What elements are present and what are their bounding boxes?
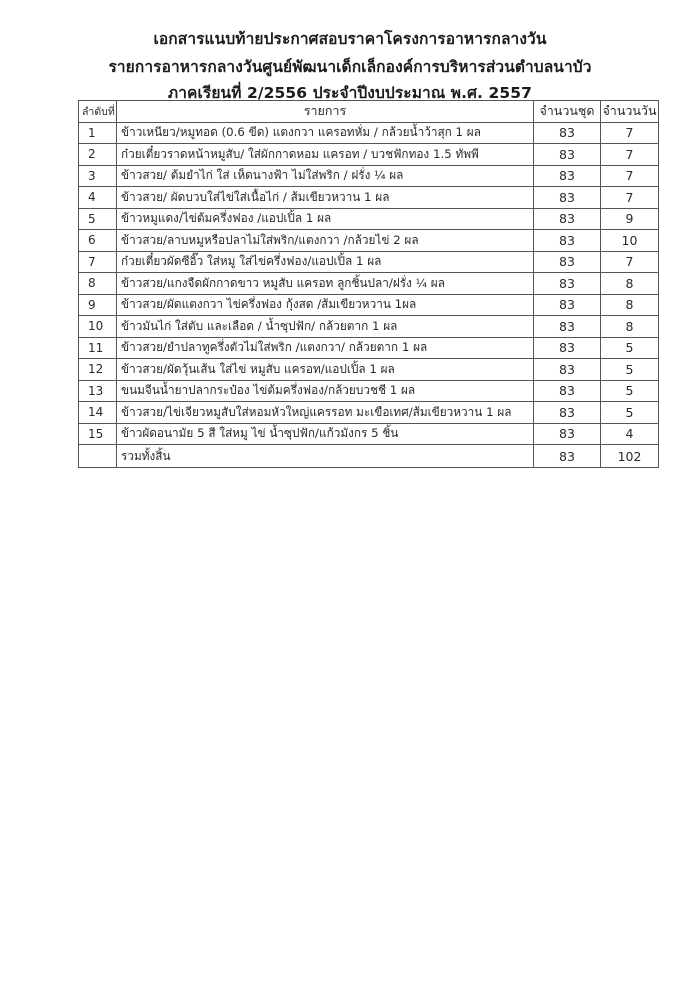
- row-item: ข้าวสวย/ลาบหมูหรือปลาไม่ใส่พริก/แตงกวา /กล้วยไข่ 2 ผล: [117, 230, 534, 252]
- row-sets: 83: [534, 380, 601, 402]
- table-row: [79, 208, 659, 230]
- row-sets: 83: [534, 316, 601, 338]
- row-number: 13: [79, 380, 117, 402]
- row-days: 5: [601, 402, 659, 424]
- total-no-cell: [79, 445, 117, 468]
- row-sets: 83: [534, 165, 601, 187]
- menu-table: [78, 100, 659, 468]
- table-row: [79, 122, 659, 144]
- total-days: 102: [601, 445, 659, 468]
- row-item: ข้าวสวย/ผัดวุ้นเส้น ใส่ไข่ หมูสับ แครอท/แอปเปิ้ล 1 ผล: [117, 359, 534, 381]
- row-sets: 83: [534, 122, 601, 144]
- table-row: [79, 273, 659, 295]
- row-sets: 83: [534, 294, 601, 316]
- row-item: ข้าวเหนียว/หมูทอด (0.6 ขีด) แตงกวา แครอทหั่ม / กล้วยน้ำว้าสุก 1 ผล: [117, 122, 534, 144]
- row-item: ข้าวสวย/ ผัดบวบใส่ไข่ใส่เนื้อไก่ / ส้มเขียวหวาน 1 ผล: [117, 187, 534, 209]
- total-label: รวมทั้งสิ้น: [117, 445, 534, 468]
- row-item: ก๋วยเตี๋ยวผัดซีอิ๊ว ใส่หมู ใส่ไข่ครึ่งฟอง/แอปเปิ้ล 1 ผล: [117, 251, 534, 273]
- row-sets: 83: [534, 402, 601, 424]
- row-days: 7: [601, 165, 659, 187]
- row-number: 10: [79, 316, 117, 338]
- row-number: 11: [79, 337, 117, 359]
- column-header-item: รายการ: [117, 101, 534, 123]
- row-item: ข้าวสวย/แกงจืดผักกาดขาว หมูสับ แครอท ลูกชิ้นปลา/ฝรั่ง ¼ ผล: [117, 273, 534, 295]
- row-number: 6: [79, 230, 117, 252]
- row-sets: 83: [534, 423, 601, 445]
- table-row: [79, 294, 659, 316]
- row-number: 3: [79, 165, 117, 187]
- row-sets: 83: [534, 273, 601, 295]
- row-item: ข้าวสวย/ผัดแตงกวา ไข่ครึ่งฟอง กุ้งสด /ส้มเขียวหวาน 1ผล: [117, 294, 534, 316]
- total-sets: 83: [534, 445, 601, 468]
- table-row: [79, 402, 659, 424]
- row-number: 2: [79, 144, 117, 166]
- row-sets: 83: [534, 337, 601, 359]
- row-item: ก๋วยเตี๋ยวราดหน้าหมูสับ/ ใส่ผักกาดหอม แครอท / บวชฟักทอง 1.5 ทัพพี: [117, 144, 534, 166]
- document-title-line-2: รายการอาหารกลางวันศูนย์พัฒนาเด็กเล็กองค์การบริหารส่วนตำบลนาบัว: [108, 58, 592, 76]
- table-row: [79, 359, 659, 381]
- table-row: [79, 316, 659, 338]
- row-item: ข้าวสวย/ยำปลาทูครึ่งตัวไม่ใส่พริก /แตงกวา/ กล้วยตาก 1 ผล: [117, 337, 534, 359]
- table-row: [79, 423, 659, 445]
- row-number: 7: [79, 251, 117, 273]
- table-row: [79, 337, 659, 359]
- row-days: 7: [601, 122, 659, 144]
- table-row: [79, 165, 659, 187]
- row-number: 4: [79, 187, 117, 209]
- column-header-sets: จำนวนชุด: [534, 101, 601, 123]
- row-days: 7: [601, 187, 659, 209]
- document-title-line-1: เอกสารแนบท้ายประกาศสอบราคาโครงการอาหารกลางวัน: [153, 30, 547, 48]
- row-sets: 83: [534, 359, 601, 381]
- row-sets: 83: [534, 230, 601, 252]
- row-number: 5: [79, 208, 117, 230]
- table-row: [79, 380, 659, 402]
- row-sets: 83: [534, 187, 601, 209]
- row-item: ข้าวมันไก่ ใส่ตับ และเลือด / น้ำซุปฟัก/ กล้วยตาก 1 ผล: [117, 316, 534, 338]
- row-number: 15: [79, 423, 117, 445]
- row-sets: 83: [534, 251, 601, 273]
- column-header-no: ลำดับที่: [79, 101, 117, 123]
- row-days: 5: [601, 337, 659, 359]
- row-item: ข้าวสวย/ ต้มยำไก่ ใส่ เห็ดนางฟ้า ไม่ใส่พริก / ฝรั่ง ¼ ผล: [117, 165, 534, 187]
- row-item: ขนมจีนน้ำยาปลากระป๋อง ไข่ต้มครึ่งฟอง/กล้วยบวชชี 1 ผล: [117, 380, 534, 402]
- row-days: 9: [601, 208, 659, 230]
- table-row: [79, 187, 659, 209]
- row-days: 10: [601, 230, 659, 252]
- document-title-line-3: ภาคเรียนที่ 2/2556 ประจำปีงบประมาณ พ.ศ. 2557: [167, 84, 533, 102]
- row-days: 8: [601, 316, 659, 338]
- row-days: 8: [601, 273, 659, 295]
- row-number: 14: [79, 402, 117, 424]
- row-sets: 83: [534, 144, 601, 166]
- row-number: 8: [79, 273, 117, 295]
- row-item: ข้าวผัดอนามัย 5 สี ใส่หมู ไข่ น้ำซุปฟัก/แก้วมังกร 5 ชิ้น: [117, 423, 534, 445]
- table-header-row: [79, 101, 659, 123]
- total-row: [79, 445, 659, 468]
- row-number: 9: [79, 294, 117, 316]
- table-row: [79, 144, 659, 166]
- row-days: 7: [601, 144, 659, 166]
- row-days: 5: [601, 380, 659, 402]
- table-row: [79, 230, 659, 252]
- column-header-days: จำนวนวัน: [601, 101, 659, 123]
- row-days: 4: [601, 423, 659, 445]
- row-days: 8: [601, 294, 659, 316]
- row-item: ข้าวสวย/ไข่เจียวหมูสับใส่หอมหัวใหญ่แครรอท มะเขือเทศ/ส้มเขียวหวาน 1 ผล: [117, 402, 534, 424]
- row-item: ข้าวหมูแดง/ไข่ต้มครึ่งฟอง /แอปเปิ้ล 1 ผล: [117, 208, 534, 230]
- row-number: 12: [79, 359, 117, 381]
- row-sets: 83: [534, 208, 601, 230]
- row-number: 1: [79, 122, 117, 144]
- row-days: 5: [601, 359, 659, 381]
- table-row: [79, 251, 659, 273]
- row-days: 7: [601, 251, 659, 273]
